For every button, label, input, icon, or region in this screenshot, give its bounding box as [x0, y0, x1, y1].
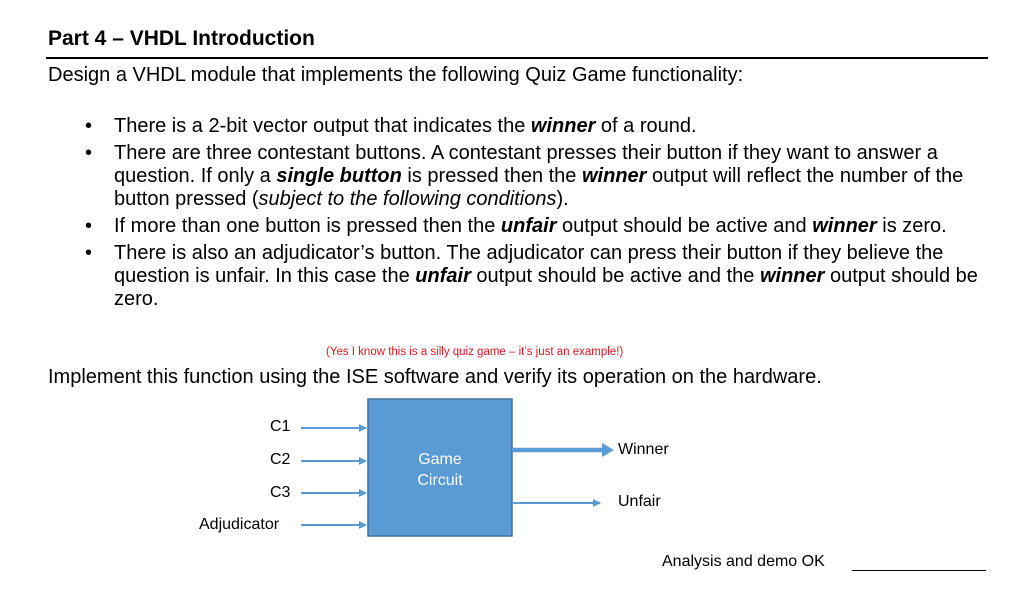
- bullet-run: unfair: [415, 265, 471, 287]
- bullet-run: winner: [759, 265, 825, 287]
- bullet-run: unfair: [500, 215, 557, 237]
- signoff-label: Analysis and demo OK: [662, 553, 825, 570]
- bullet-run: single button: [276, 165, 402, 187]
- bullet-run: winner: [812, 215, 877, 237]
- bullet-run: is zero.: [876, 215, 947, 237]
- input-label-adjudicator: Adjudicator: [199, 516, 280, 533]
- bullet-run: subject to the following conditions: [258, 188, 557, 210]
- section-heading: Part 4 – VHDL Introduction: [48, 27, 315, 50]
- bullet-run: output should be zero.: [114, 265, 978, 310]
- aside-note: (Yes I know this is a silly quiz game – it’s just an example!): [326, 346, 624, 358]
- bullet-run: There is a 2-bit vector output that indicates the: [114, 115, 531, 137]
- box-label-line2: Circuit: [417, 472, 463, 489]
- box-label-line1: Game: [418, 451, 462, 468]
- bullet-run: There are three contestant buttons. A contestant presses their button if they want to answer a question. If only a: [114, 142, 938, 187]
- signoff-line: [852, 570, 986, 571]
- bullet-run: output will reflect the number of the button pressed (: [114, 165, 964, 210]
- arrow-winner-head: [602, 443, 614, 457]
- output-label-winner: Winner: [618, 441, 669, 458]
- bullet-run: output should be active and the: [470, 265, 760, 287]
- bullet-run: winner: [581, 165, 647, 187]
- bullet-run: If more than one button is pressed then the: [114, 215, 501, 237]
- input-label-c3: C3: [270, 484, 291, 501]
- bullet-run: output should be active and: [556, 215, 813, 237]
- bullet-run: winner: [530, 115, 596, 137]
- bullet-run: of a round.: [595, 115, 697, 137]
- bullet-run: ).: [556, 188, 569, 210]
- bullet-run: is pressed then the: [401, 165, 582, 187]
- game-circuit-label: [368, 449, 512, 491]
- output-label-unfair: Unfair: [618, 493, 661, 510]
- input-label-c2: C2: [270, 451, 291, 468]
- intro-text: Design a VHDL module that implements the following Quiz Game functionality:: [48, 64, 744, 86]
- implement-text: Implement this function using the ISE software and verify its operation on the hardware.: [48, 366, 822, 388]
- input-label-c1: C1: [270, 418, 291, 435]
- bullet-run: There is also an adjudicator’s button. The adjudicator can press their button if they believe the question is unfair. In this case the: [114, 242, 944, 287]
